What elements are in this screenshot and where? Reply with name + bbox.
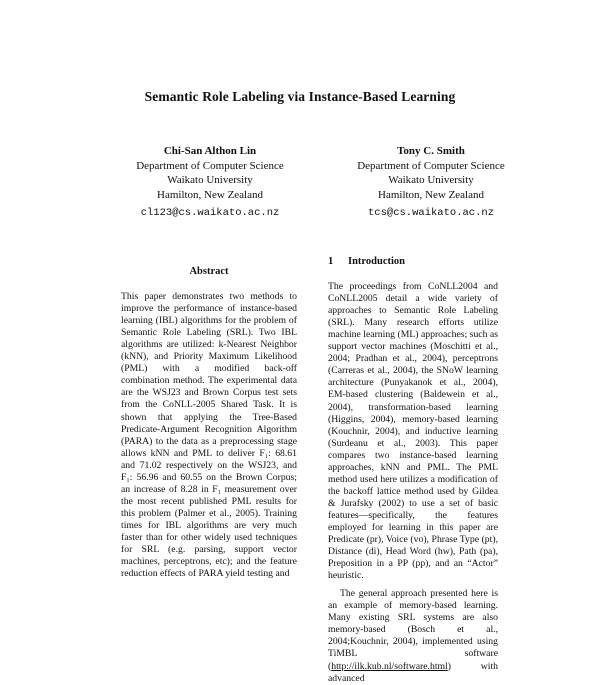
abstract-column (121, 266, 297, 580)
intro-paragraph-2-text: The general approach presented here is an example of memory-based learning. Many existing SRL systems are also memory-based (Bosch et al., 2004;Kouchnir, 2004), implemented using TiMBL software ( (328, 588, 498, 672)
author-block-1 (90, 144, 330, 221)
paper-title: Semantic Role Labeling via Instance-Based Learning (144, 89, 456, 104)
software-link[interactable]: http://ilk.kub.nl/software.html (331, 660, 448, 672)
author-block-2 (311, 144, 551, 221)
intro-paragraph-1: The proceedings from CoNLL2004 and CoNLL2005 detail a wide variety of approaches to Semantic Role Labeling (SRL). Many research efforts utilize machine learning (ML) approaches; such as support vector machines (Moschitti et al., 2004; Pradhan et al., 2004), perceptrons (Carreras et al., 2004), the SNoW learning architecture (Punyakanok et al., 2004), EM-based clustering (Baldewein et al., 2004), transformation-based learning (Higgins, 2004), memory-based learning (Kouchnir, 2004), and inductive learning (Surdeanu et al., 2003). This paper compares two instance-based learning approaches, kNN and PML. The PML method used here utilizes a modification of the backoff lattice method used by Gildea & Jurafsky (2002) to use a set of basic features—specifically, the features employed for learning in this paper are Predicate (pr), Voice (vo), Phrase Type (pt), Distance (di), Head Word (hw), Path (pa), Preposition in a PP (pp), and an “Actor” heuristic. (328, 281, 498, 582)
section-heading (328, 256, 498, 268)
author-university: Waikato University (167, 174, 253, 186)
author-department: Department of Computer Science (136, 159, 284, 172)
abstract-text: This paper demonstrates two methods to improve the performance of instance-based learning (IBL) algorithms for the problem of Semantic Role Labeling (SRL). Two IBL algorithms are utilized: k-Nearest Neighbor (kNN), and Priority Maximum Likelihood (PML) with a modified back-off combination method. The experimental data are the WSJ23 and Brown Corpus test sets from the CoNLL-2005 Shared Task. It is shown that applying the Tree-Based Predicate-Argument Recognition Algorithm (PARA) to the data as a preprocessing stage allows kNN and PML to deliver F₁: 68.61 and 71.02 respectively on the WSJ23, and F₁: 56.96 and 60.55 on the Brown Corpus; an increase of 8.28 in F₁ measurement over the most recent published PML results for this problem (Palmer et al., 2005). Training times for IBL algorithms are very much faster than for other widely used techniques for SRL (e.g. parsing, support vector machines, perceptrons, etc); and the feature reduction effects of PARA yield testing and (121, 291, 297, 580)
author-email: cl123@cs.waikato.ac.nz (140, 207, 280, 219)
intro-paragraph-2 (328, 588, 498, 684)
author-name: Chi-San Althon Lin (163, 145, 257, 157)
author-email: tcs@cs.waikato.ac.nz (367, 207, 495, 219)
author-location: Hamilton, New Zealand (157, 188, 263, 201)
section-title: Introduction (348, 256, 405, 267)
section-number: 1 (328, 256, 334, 267)
author-department: Department of Computer Science (357, 159, 505, 172)
author-name: Tony C. Smith (397, 145, 465, 157)
author-university: Waikato University (388, 174, 474, 186)
intro-paragraph-2-tail: ) with advanced (328, 660, 498, 684)
abstract-heading: Abstract (189, 266, 229, 277)
author-location: Hamilton, New Zealand (378, 188, 484, 201)
introduction-column (328, 256, 498, 685)
